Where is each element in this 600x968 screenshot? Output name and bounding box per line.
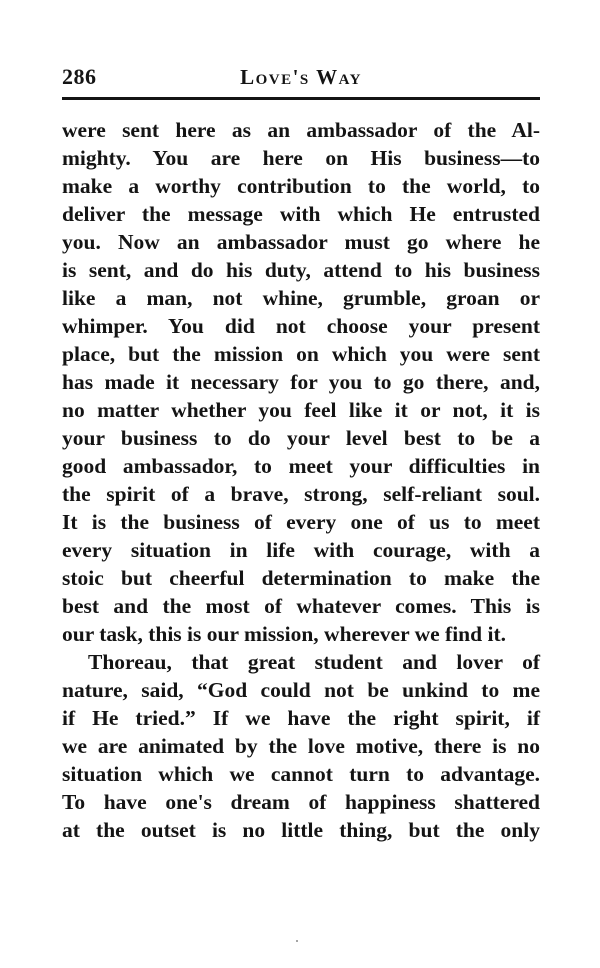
text-line: no matter whether you feel like it or not, it is bbox=[62, 398, 540, 422]
text-line: deliver the message with which He entrusted bbox=[62, 202, 540, 226]
text-line: were sent here as an ambassador of the Al- bbox=[62, 118, 540, 142]
text-line: you. Now an ambassador must go where he bbox=[62, 230, 540, 254]
text-line: nature, said, “God could not be unkind to me bbox=[62, 678, 540, 702]
text-line: It is the business of every one of us to meet bbox=[62, 510, 540, 534]
text-line: stoic but cheerful determination to make the bbox=[62, 566, 540, 590]
paragraph bbox=[62, 648, 540, 844]
text-line: make a worthy contribution to the world, to bbox=[62, 174, 540, 198]
text-line: if He tried.” If we have the right spirit, if bbox=[62, 706, 540, 730]
print-speck bbox=[296, 940, 298, 942]
running-title: Love's Way bbox=[240, 65, 362, 89]
text-line: our task, this is our mission, wherever we find it. bbox=[62, 622, 506, 646]
header-rule bbox=[62, 97, 540, 100]
text-line: like a man, not whine, grumble, groan or bbox=[62, 286, 540, 310]
text-line: best and the most of whatever comes. This is bbox=[62, 594, 540, 618]
text-line: at the outset is no little thing, but the only bbox=[62, 818, 540, 842]
text-line: situation which we cannot turn to advantage. bbox=[62, 762, 540, 786]
text-line: every situation in life with courage, with a bbox=[62, 538, 540, 562]
text-line: To have one's dream of happiness shattered bbox=[62, 790, 540, 814]
text-line: mighty. You are here on His business—to bbox=[62, 146, 540, 170]
text-line: has made it necessary for you to go there, and, bbox=[62, 370, 540, 394]
text-line: whimper. You did not choose your present bbox=[62, 314, 540, 338]
page-header bbox=[62, 60, 540, 94]
body-text bbox=[62, 116, 540, 844]
page-number: 286 bbox=[62, 64, 97, 89]
text-line: your business to do your level best to be a bbox=[62, 426, 540, 450]
text-line: the spirit of a brave, strong, self-reliant soul. bbox=[62, 482, 540, 506]
text-line: Thoreau, that great student and lover of bbox=[88, 650, 540, 674]
text-line: place, but the mission on which you were sent bbox=[62, 342, 540, 366]
text-line: good ambassador, to meet your difficulties in bbox=[62, 454, 540, 478]
text-line: is sent, and do his duty, attend to his business bbox=[62, 258, 540, 282]
text-line: we are animated by the love motive, there is no bbox=[62, 734, 540, 758]
paragraph bbox=[62, 116, 540, 648]
